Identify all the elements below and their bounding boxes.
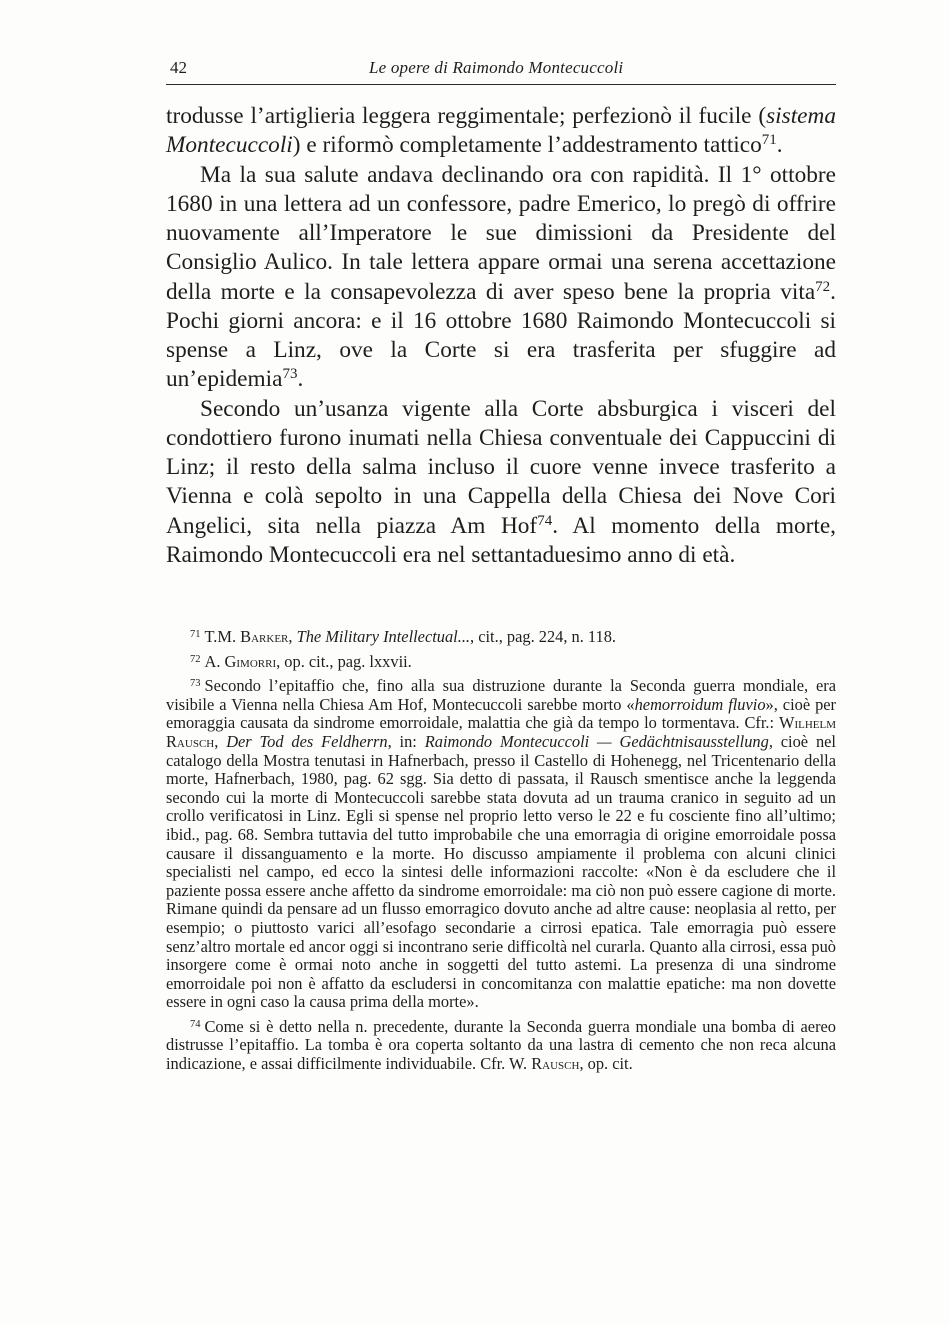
author-name: Wilhelm Rausch (166, 713, 836, 751)
running-title: Le opere di Raimondo Montecuccoli (369, 58, 624, 77)
text-span: , (288, 627, 297, 646)
footnote-ref-71[interactable]: 71 (761, 132, 777, 149)
footnote-number: 74 (190, 1018, 201, 1030)
text-span: , cit., pag. 224, n. 118. (470, 627, 617, 646)
work-title: The Military Intellectual... (296, 627, 471, 646)
text-span: , cioè nel catalogo della Mostra tenutasi in Hafnerbach, presso il Castello di Hohenegg, nel Tricentenario della morte, Hafnerbach, 1980, pag. 62 sgg. Sia detto di passata, il Rausch smentisce anche la leggenda secondo cui la morte di Montecuccoli sarebbe stata dovuta ad un trauma cranico in seguito ad un crollo verificatosi in Linz. Egli si spense nel proprio letto verso le 22 e fu cosciente fino all’ultimo; ibid., pag. 68. Sembra tuttavia del tutto improbabile che una emorragia di origine emorroidale possa causare il dissanguamento e la morte. Ho discusso ampiamente il problema con alcuni clinici specialisti nel campo, ed ecco la sintesi delle informazioni raccolte: «Non è da escludere che il paziente possa essere anche affetto da sindrome emorroidale: ma ciò non può essere cagione di morte. Rimane quindi da pensare ad un flusso emorragico dovuto anche ad altre cause: neoplasia al retto, per esempio; o piuttosto varici all’esofago secondarie a cirrosi epatica. Tale emorragia può essere senz’altro mortale ed ancor oggi si incontrano serie difficoltà nel curarla. Quanto alla cirrosi, essa può insorgere come è ormai noto anche in soggetti del tutto astemi. La presenza di una sindrome emorroidale poi non è affatto da escludersi in concomitanza con malattie epatiche: ma non dovette essere in ogni caso la causa prima della morte». (166, 731, 836, 1012)
footnotes (166, 628, 836, 1080)
work-title: Raimondo Montecuccoli — Gedächtnisausstellung (424, 731, 769, 751)
paragraph-1 (166, 102, 836, 161)
paragraph-2 (166, 161, 836, 395)
text-span: Come si è detto nella n. precedente, durante la Seconda guerra mondiale una bomba di aereo distrusse l’epitaffio. La tomba è ora coperta soltanto da una lastra di cemento che non reca alcuna indicazione, e assai difficilmente individuabile. Cfr. W. (166, 1016, 836, 1074)
text-span: , op. cit., pag. lxxvii. (276, 651, 412, 671)
author-name: Barker (240, 627, 289, 646)
footnote-71 (166, 628, 836, 647)
text-span: , (214, 731, 227, 751)
text-span: trodusse l’artiglieria leggera reggimentale; perfezionò il fucile ( (166, 103, 767, 129)
footnote-73 (166, 677, 836, 1012)
text-span: . (776, 132, 783, 159)
author-name: Gimorri (224, 651, 277, 671)
text-span: . Al momento della morte, Raimondo Montecuccoli era nel settantaduesimo anno di età. (166, 512, 836, 568)
author-name: Rausch (531, 1054, 580, 1074)
text-span: ) e riformò completamente l’addestramento tattico (292, 132, 762, 159)
text-span: A. (204, 651, 225, 671)
text-span: », cioè per emoraggia causata da sindrome emorroidale, malattia che già da tempo lo tormentava. Cfr.: (166, 694, 837, 733)
text-span: Secondo l’epitaffio che, fino alla sua distruzione durante la Seconda guerra mondiale, era visibile a Vienna nella Chiesa Am Hof, Montecuccoli sarebbe morto « (166, 676, 836, 714)
footnote-72 (166, 653, 836, 672)
text-span: Secondo un’usanza vigente alla Corte absburgica i visceri del condottiero furono inumati nella Chiesa conventuale dei Cappuccini di Linz; il resto della salma incluso il cuore venne invece trasferito a Vienna e colà sepolto in una Cappella della Chiesa dei Nove Cori Angelici, sita nella piazza Am Hof (166, 395, 836, 539)
page-header (166, 58, 836, 85)
text-span: , in: (387, 731, 425, 751)
text-span: T.M. (204, 627, 241, 646)
latin-quote: hemorroidum fluvio (634, 694, 766, 714)
page-number: 42 (170, 58, 187, 77)
paragraph-3 (166, 395, 836, 571)
footnote-ref-72[interactable]: 72 (815, 278, 831, 295)
footnote-ref-74[interactable]: 74 (537, 512, 553, 529)
main-text (166, 102, 836, 570)
work-title: Der Tod des Feldherrn (226, 731, 388, 751)
footnote-number: 72 (190, 653, 201, 665)
footnote-74 (166, 1018, 836, 1074)
footnote-number: 71 (190, 629, 201, 640)
italic-text: sistema Montecuccoli (166, 103, 836, 159)
text-span: , op. cit. (579, 1054, 633, 1074)
footnote-ref-73[interactable]: 73 (282, 366, 298, 383)
text-span: . Pochi giorni ancora: e il 16 ottobre 1680 Raimondo Montecuccoli si spense a Linz, ove la Corte si era trasferita per sfuggire ad un’epidemia (166, 278, 836, 393)
text-span: . (297, 366, 304, 393)
text-span: Ma la sua salute andava declinando ora con rapidità. Il 1° ottobre 1680 in una lettera ad un confessore, padre Emerico, lo pregò di offrire nuovamente all’Imperatore le sue dimissioni da Presidente del Consiglio Aulico. In tale lettera appare ormai una serena accettazione della morte e la consapevolezza di aver speso bene la propria vita (166, 161, 836, 305)
footnote-number: 73 (190, 678, 201, 690)
